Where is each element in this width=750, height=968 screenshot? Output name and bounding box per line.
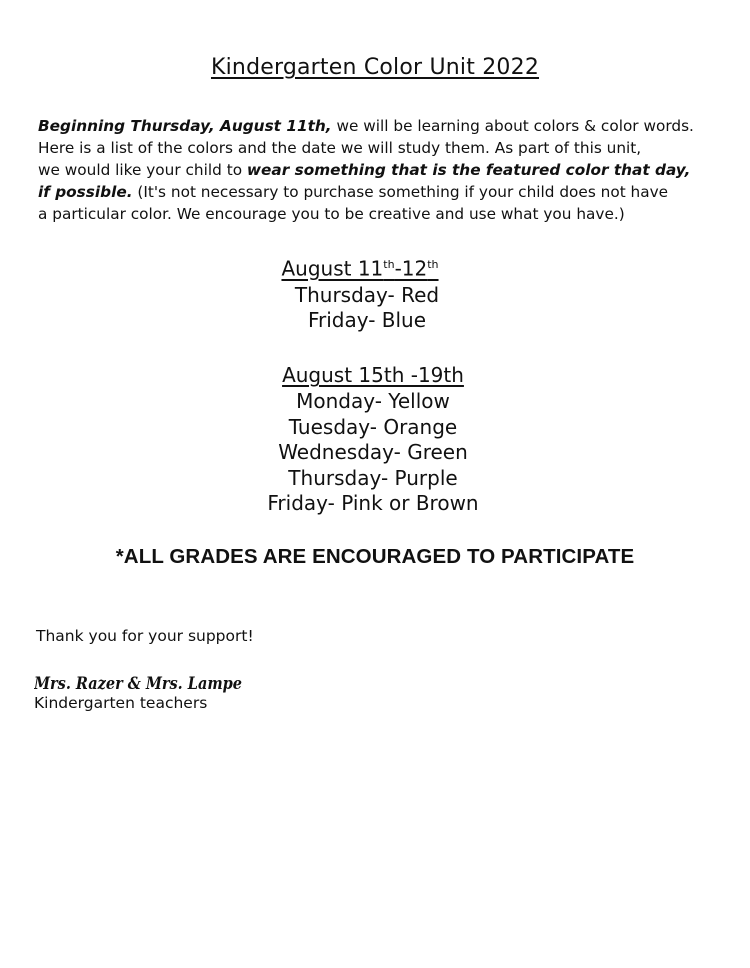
week-1-day: Friday- Blue <box>307 308 427 333</box>
intro-line-1 <box>38 115 728 137</box>
week-2-schedule <box>0 362 748 517</box>
intro-line-3 <box>38 159 728 181</box>
week-1-heading-mid: -12 <box>394 256 428 281</box>
intro-line-1-rest: we will be learning about colors & color words. <box>331 117 694 135</box>
week-1-schedule <box>0 252 735 334</box>
week-1-heading-month: August 11 <box>281 256 384 281</box>
intro-line-3-start: we would like your child to <box>38 161 247 179</box>
intro-line-4-bold: if possible. <box>38 183 133 201</box>
intro-line-5: a particular color. We encourage you to be creative and use what you have.) <box>38 205 625 223</box>
participation-notice: *ALL GRADES ARE ENCOURAGED TO PARTICIPATE <box>115 545 635 568</box>
week-2-day: Friday- Pink or Brown <box>267 491 479 515</box>
intro-paragraph <box>38 115 728 225</box>
week-1-heading <box>0 252 735 282</box>
thank-you-note: Thank you for your support! <box>36 627 254 645</box>
week-1-heading-sup-1: th <box>383 258 395 271</box>
week-2-day: Thursday- Purple <box>288 465 458 490</box>
intro-line-3-bold: wear something that is the featured color that day, <box>246 161 691 179</box>
week-2-heading: August 15th -19th <box>282 363 464 387</box>
intro-line-2: Here is a list of the colors and the date we will study them. As part of this unit, <box>38 139 642 157</box>
signature-text: Mrs. Razer & Mrs. Lampe <box>34 674 243 694</box>
week-2-day: Tuesday- Orange <box>288 414 458 439</box>
week-1-heading-sup-2: th <box>427 258 439 271</box>
intro-line-4-rest: (It's not necessary to purchase something if your child does not have <box>132 183 669 201</box>
week-2-day: Wednesday- Green <box>278 440 468 464</box>
week-1-day: Thursday- Red <box>294 282 440 307</box>
week-2-day: Monday- Yellow <box>296 389 450 413</box>
page-title: Kindergarten Color Unit 2022 <box>210 55 540 80</box>
signature-role: Kindergarten teachers <box>34 694 208 712</box>
intro-line-4 <box>38 181 728 203</box>
intro-lead-bold: Beginning Thursday, August 11th, <box>38 117 332 135</box>
